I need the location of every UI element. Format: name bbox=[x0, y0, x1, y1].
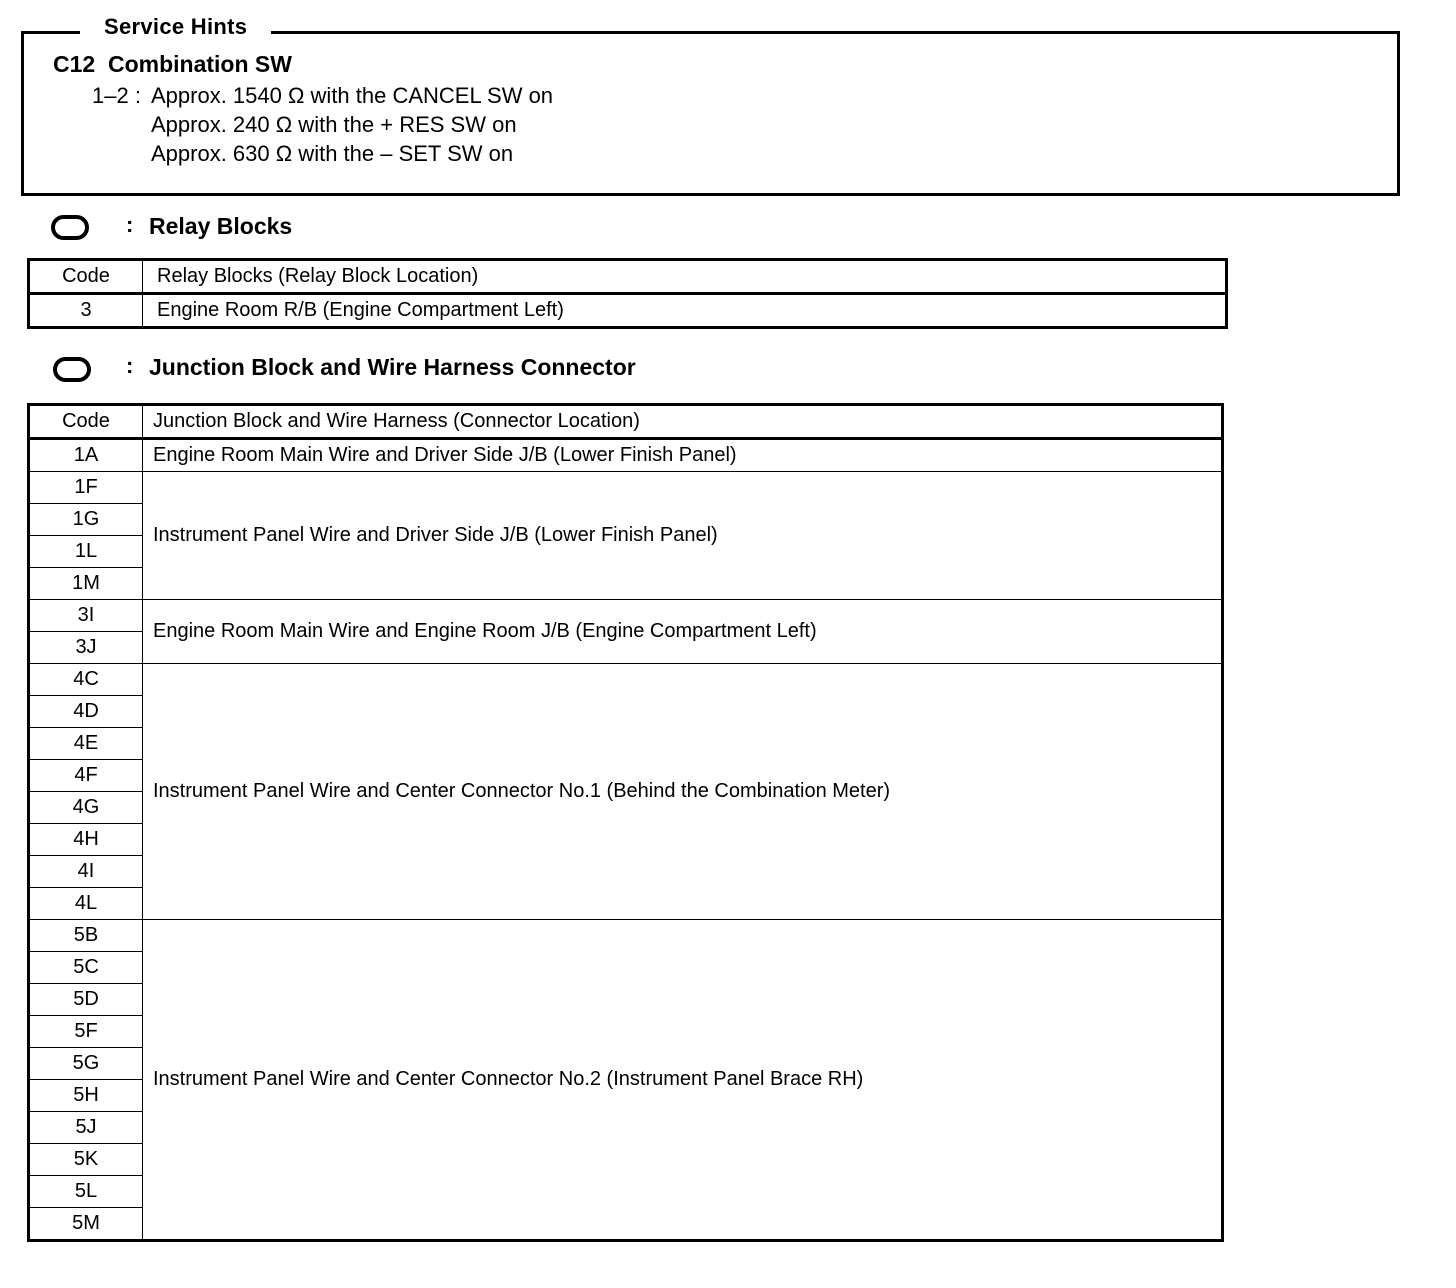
code-cell: 5M bbox=[29, 1208, 143, 1241]
code-cell: 1F bbox=[29, 472, 143, 504]
table-row bbox=[29, 472, 1223, 504]
code-header: Code bbox=[29, 405, 143, 439]
code-cell: 5J bbox=[29, 1112, 143, 1144]
location-cell: Engine Room R/B (Engine Compartment Left) bbox=[143, 294, 1227, 328]
service-hints-title: C12 Combination SW bbox=[53, 51, 292, 77]
code-cell: 1G bbox=[29, 504, 143, 536]
table-row bbox=[29, 294, 1227, 328]
location-cell: Instrument Panel Wire and Center Connector No.1 (Behind the Combination Meter) bbox=[143, 664, 1223, 920]
code-cell: 5G bbox=[29, 1048, 143, 1080]
service-hints-legend: Service Hints bbox=[80, 14, 271, 40]
code-cell: 4H bbox=[29, 824, 143, 856]
hint-line: Approx. 1540 Ω with the CANCEL SW on bbox=[151, 83, 554, 108]
relay-blocks-colon: : bbox=[126, 212, 134, 237]
table-row bbox=[29, 600, 1223, 632]
location-cell: Instrument Panel Wire and Driver Side J/B (Lower Finish Panel) bbox=[143, 472, 1223, 600]
junction-blocks-title: Junction Block and Wire Harness Connector bbox=[149, 354, 636, 380]
table-row bbox=[29, 664, 1223, 696]
code-cell: 3J bbox=[29, 632, 143, 664]
hint-line: Approx. 240 Ω with the + RES SW on bbox=[151, 112, 517, 137]
code-cell: 5C bbox=[29, 952, 143, 984]
code-cell: 4C bbox=[29, 664, 143, 696]
code-cell: 1L bbox=[29, 536, 143, 568]
code-cell: 4D bbox=[29, 696, 143, 728]
hint-pin-range: 1–2 : bbox=[92, 83, 141, 108]
relay-block-symbol-icon bbox=[51, 215, 89, 240]
code-cell: 5K bbox=[29, 1144, 143, 1176]
code-cell: 4G bbox=[29, 792, 143, 824]
code-cell: 4F bbox=[29, 760, 143, 792]
relay-blocks-title: Relay Blocks bbox=[149, 213, 293, 239]
hint-line: Approx. 630 Ω with the – SET SW on bbox=[151, 141, 514, 166]
location-header: Junction Block and Wire Harness (Connector Location) bbox=[143, 405, 1223, 439]
code-cell: 5F bbox=[29, 1016, 143, 1048]
junction-blocks-table bbox=[27, 403, 1224, 1242]
table-row bbox=[29, 439, 1223, 472]
code-cell: 3 bbox=[29, 294, 143, 328]
location-cell: Engine Room Main Wire and Driver Side J/B (Lower Finish Panel) bbox=[143, 439, 1223, 472]
code-cell: 1M bbox=[29, 568, 143, 600]
table-header-row bbox=[29, 405, 1223, 439]
junction-blocks-colon: : bbox=[126, 353, 134, 378]
table-header-row bbox=[29, 260, 1227, 294]
code-cell: 1A bbox=[29, 439, 143, 472]
code-cell: 4E bbox=[29, 728, 143, 760]
code-cell: 4L bbox=[29, 888, 143, 920]
code-header: Code bbox=[29, 260, 143, 294]
code-cell: 5B bbox=[29, 920, 143, 952]
code-cell: 5D bbox=[29, 984, 143, 1016]
code-cell: 5H bbox=[29, 1080, 143, 1112]
code-cell: 5L bbox=[29, 1176, 143, 1208]
location-header: Relay Blocks (Relay Block Location) bbox=[143, 260, 1227, 294]
junction-block-symbol-icon bbox=[53, 357, 91, 382]
table-row bbox=[29, 920, 1223, 952]
relay-blocks-table bbox=[27, 258, 1228, 329]
code-cell: 3I bbox=[29, 600, 143, 632]
location-cell: Instrument Panel Wire and Center Connector No.2 (Instrument Panel Brace RH) bbox=[143, 920, 1223, 1241]
location-cell: Engine Room Main Wire and Engine Room J/B (Engine Compartment Left) bbox=[143, 600, 1223, 664]
code-cell: 4I bbox=[29, 856, 143, 888]
